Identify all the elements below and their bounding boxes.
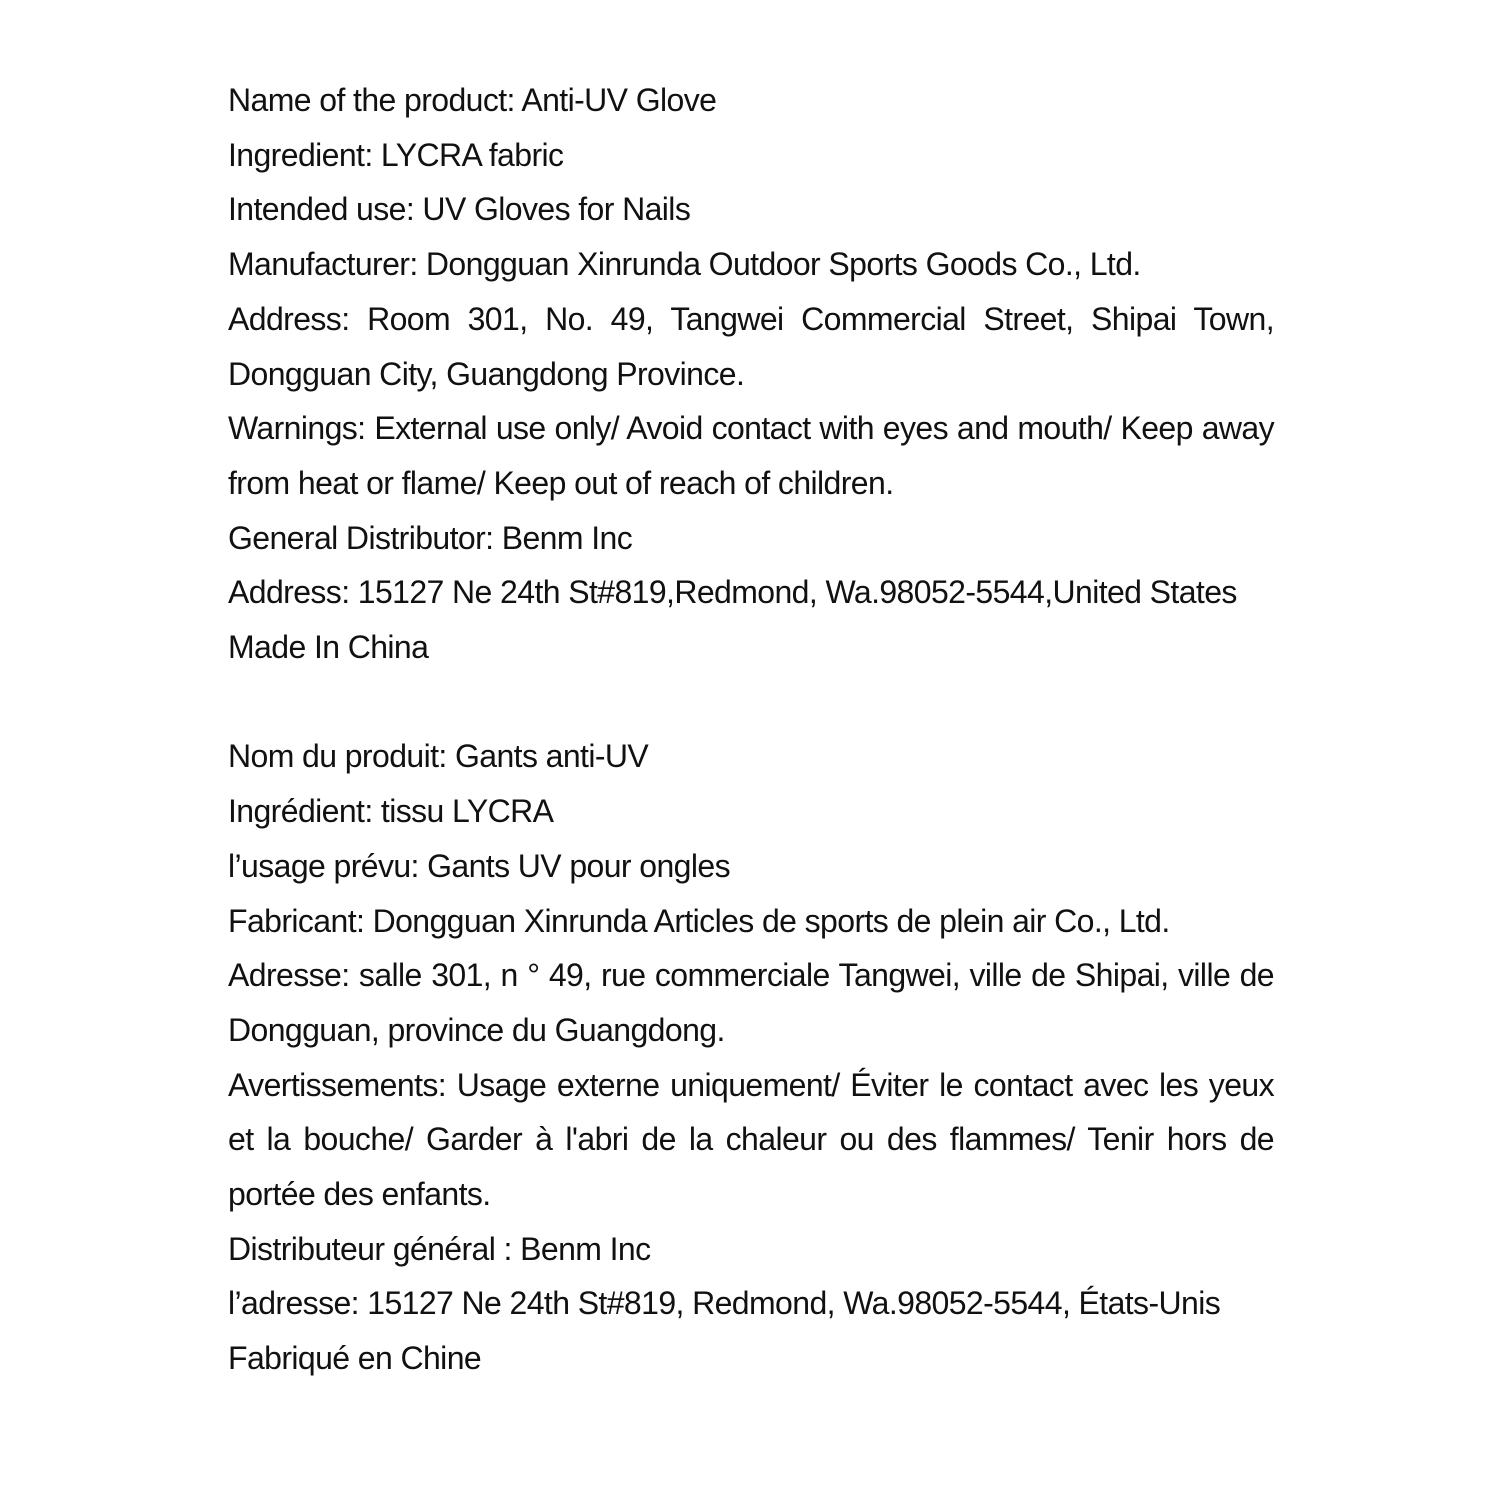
en-distributor-address: Address: 15127 Ne 24th St#819,Redmond, Wa.98052-5544,United States [228, 574, 1237, 611]
english-section [228, 73, 1274, 675]
en-ingredient: Ingredient: LYCRA fabric [228, 136, 564, 173]
en-distributor: General Distributor: Benm Inc [228, 519, 633, 556]
en-manufacturer-address: Address: Room 301, No. 49, Tangwei Commercial Street, Shipai Town, Dongguan City, Guangdong Province. [228, 300, 1274, 392]
en-manufacturer: Manufacturer: Dongguan Xinrunda Outdoor Sports Goods Co., Ltd. [228, 246, 1141, 283]
fr-warnings: Avertissements: Usage externe uniquement/ Éviter le contact avec les yeux et la bouche/ Garder à l'abri de la chaleur ou des flammes/ Tenir hors de portée des enfants. [228, 1066, 1274, 1213]
fr-product-name: Nom du produit: Gants anti-UV [228, 738, 649, 775]
en-warnings: Warnings: External use only/ Avoid contact with eyes and mouth/ Keep away from heat or flame/ Keep out of reach of children. [228, 410, 1274, 501]
en-product-name: Name of the product: Anti-UV Glove [228, 82, 717, 118]
fr-manufacturer: Fabricant: Dongguan Xinrunda Articles de sports de plein air Co., Ltd. [228, 902, 1170, 939]
product-label-document [228, 73, 1274, 1386]
french-section [228, 729, 1274, 1385]
en-origin: Made In China [228, 629, 429, 666]
fr-ingredient: Ingrédient: tissu LYCRA [228, 793, 554, 830]
fr-manufacturer-address: Adresse: salle 301, n ° 49, rue commerciale Tangwei, ville de Shipai, ville de Dongguan, province du Guangdong. [228, 957, 1274, 1048]
fr-intended-use: l’usage prévu: Gants UV pour ongles [228, 847, 730, 884]
fr-distributor: Distributeur général : Benm Inc [228, 1230, 651, 1267]
fr-origin: Fabriqué en Chine [228, 1340, 482, 1377]
en-intended-use: Intended use: UV Gloves for Nails [228, 191, 691, 228]
section-spacer [228, 675, 1274, 730]
fr-distributor-address: l’adresse: 15127 Ne 24th St#819, Redmond, Wa.98052-5544, États-Unis [228, 1285, 1221, 1322]
